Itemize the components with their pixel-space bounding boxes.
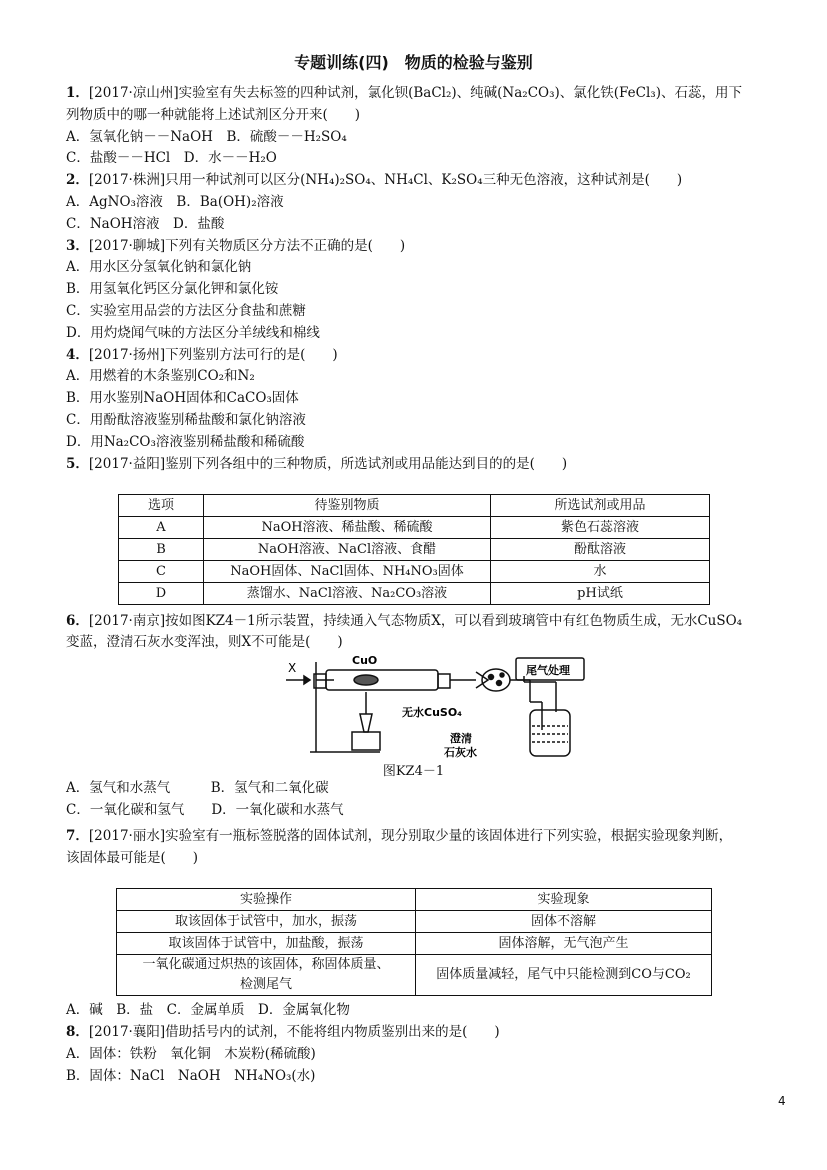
line-text: [2017·凉山州]实验室有失去标签的四种试剂，氯化钡(BaCl₂)、纯碱(Na₂CO₃)、氯化铁(FeCl₃)、石蕊，用下 (88, 85, 742, 101)
question-number: 6． (66, 613, 89, 629)
text-line (66, 800, 766, 820)
line-text: C．实验室用品尝的方法区分食盐和蔗糖 (66, 303, 306, 319)
line-text: A．碱 B．盐 C．金属单质 D．金属氧化物 (66, 1002, 350, 1018)
table-header: 实验操作 (117, 889, 416, 911)
line-text: [2017·聊城]下列有关物质区分方法不正确的是( ) (88, 237, 406, 254)
line-text: [2017·扬州]下列鉴别方法可行的是( ) (88, 346, 338, 363)
figure-caption: 图KZ4－1 (382, 764, 445, 779)
line-text: C．NaOH溶液 D．盐酸 (66, 215, 225, 232)
table-row (119, 583, 710, 605)
cuo-sample (354, 675, 378, 685)
text-line (66, 826, 766, 846)
line-text: D．用Na₂CO₃溶液鉴别稀盐酸和稀硫酸 (66, 433, 305, 450)
line-text: [2017·株洲]只用一种试剂可以区分(NH₄)₂SO₄、NH₄Cl、K₂SO₄三种无色溶液，这种试剂是( ) (88, 172, 683, 189)
table-header-row (117, 889, 712, 911)
cell-line: 检测尾气 (239, 977, 292, 992)
table-cell: NaOH固体、NaCl固体、NH₄NO₃固体 (204, 561, 491, 583)
question-5-table (118, 494, 710, 605)
question-number: 8． (66, 1024, 89, 1040)
line-text: A．固体：铁粉 氧化铜 木炭粉(稀硫酸) (66, 1046, 316, 1062)
label-x: X (288, 661, 297, 675)
table-row (119, 517, 710, 539)
table-cell (117, 955, 416, 996)
text-line (66, 1000, 766, 1020)
lime-water-bottle (530, 710, 570, 756)
line-text: B．用水鉴别NaOH固体和CaCO₃固体 (66, 390, 299, 407)
text-line (66, 848, 766, 868)
line-text: [2017·南京]按如图KZ4－1所示装置，持续通入气态物质X，可以看到玻璃管中有红色物质生成，无水CuSO₄ (88, 613, 743, 629)
text-line (66, 214, 766, 234)
text-line (66, 192, 766, 212)
label-cuo: CuO (352, 654, 378, 667)
table-header: 实验现象 (416, 889, 712, 911)
question-7-table (116, 888, 712, 996)
table-header: 选项 (119, 495, 204, 517)
table-row (117, 955, 712, 996)
line-text: 变蓝，澄清石灰水变浑浊，则X不可能是( ) (66, 634, 343, 650)
text-line (66, 1044, 766, 1064)
cell-line: 一氧化碳通过炽热的该固体，称固体质量、 (142, 957, 390, 972)
label-lime-2: 石灰水 (444, 746, 477, 758)
page-number: 4 (778, 1094, 786, 1108)
table-cell: 取该固体于试管中，加水，振荡 (117, 911, 416, 933)
line-text: D．用灼烧闻气味的方法区分羊绒线和棉线 (66, 324, 320, 341)
question-number: 1． (66, 85, 89, 101)
label-cuso4: 无水CuSO₄ (402, 706, 462, 719)
stopper-right (438, 674, 450, 688)
text-line (66, 279, 766, 299)
line-text: A．AgNO₃溶液 B．Ba(OH)₂溶液 (66, 194, 284, 210)
line-text: C．盐酸－－HCl D．水－－H₂O (66, 150, 277, 167)
question-number: 5． (66, 455, 89, 472)
apparatus-figure (280, 652, 600, 758)
text-line (66, 454, 766, 474)
table-cell: B (119, 539, 204, 561)
text-line (66, 170, 766, 190)
text-line (66, 301, 766, 321)
text-line (66, 236, 766, 256)
table-cell: D (119, 583, 204, 605)
table-row (117, 933, 712, 955)
alcohol-lamp-flame (360, 714, 372, 732)
table-row (119, 539, 710, 561)
text-line (66, 778, 766, 798)
table-header: 待鉴别物质 (204, 495, 491, 517)
table-header: 所选试剂或用品 (491, 495, 710, 517)
table-cell: 取该固体于试管中，加盐酸，振荡 (117, 933, 416, 955)
table-row (117, 911, 712, 933)
text-line (66, 105, 766, 125)
text-line (66, 345, 766, 365)
table-cell: pH试纸 (491, 583, 710, 605)
question-number: 7． (66, 828, 89, 844)
table-cell: NaOH溶液、NaCl溶液、食醋 (204, 539, 491, 561)
text-line (66, 1022, 766, 1042)
text-line (66, 323, 766, 343)
cuso4-tube (482, 669, 510, 691)
question-number: 3． (66, 237, 89, 254)
question-number: 2． (66, 172, 89, 189)
line-text: 列物质中的哪一种就能将上述试剂区分开来( ) (66, 106, 361, 123)
table-row (119, 561, 710, 583)
table-cell: 紫色石蕊溶液 (491, 517, 710, 539)
text-line (66, 632, 766, 652)
glass-tube (326, 670, 438, 690)
question-number: 4． (66, 346, 89, 363)
line-text: A．用燃着的木条鉴别CO₂和N₂ (66, 368, 255, 385)
text-line (66, 127, 766, 147)
line-text: [2017·丽水]实验室有一瓶标签脱落的固体试剂，现分别取少量的该固体进行下列实验，根据实验现象判断， (88, 828, 733, 844)
line-text: A．氢氧化钠－－NaOH B．硫酸－－H₂SO₄ (66, 128, 347, 145)
table-cell: 固体溶解，无气泡产生 (416, 933, 712, 955)
text-line (66, 410, 766, 430)
label-lime-1: 澄清 (450, 732, 472, 745)
text-line (66, 432, 766, 452)
text-line (66, 257, 766, 277)
table-cell: 酚酞溶液 (491, 539, 710, 561)
line-text: B．用氢氧化钙区分氯化钾和氯化铵 (66, 281, 279, 298)
table-cell: 固体质量减轻，尾气中只能检测到CO与CO₂ (416, 955, 712, 996)
table-cell: C (119, 561, 204, 583)
text-line (66, 83, 766, 103)
table-cell: 蒸馏水、NaCl溶液、Na₂CO₃溶液 (204, 583, 491, 605)
page-title: 专题训练(四) 物质的检验与鉴别 (294, 53, 533, 72)
line-text: [2017·襄阳]借助括号内的试剂，不能将组内物质鉴别出来的是( ) (88, 1024, 500, 1040)
text-line (66, 148, 766, 168)
table-cell: 固体不溶解 (416, 911, 712, 933)
text-line (66, 366, 766, 386)
table-cell: A (119, 517, 204, 539)
table-header-row (119, 495, 710, 517)
text-line (66, 611, 766, 631)
label-tail: 尾气处理 (526, 664, 570, 677)
line-text: 该固体最可能是( ) (66, 850, 199, 866)
text-line (66, 1066, 766, 1086)
line-text: [2017·益阳]鉴别下列各组中的三种物质，所选试剂或用品能达到目的的是( ) (88, 455, 568, 472)
table-cell: NaOH溶液、稀盐酸、稀硫酸 (204, 517, 491, 539)
alcohol-lamp (352, 732, 380, 750)
line-text: B．固体：NaCl NaOH NH₄NO₃(水) (66, 1068, 316, 1084)
line-text: A．用水区分氢氧化钠和氯化钠 (66, 259, 252, 276)
line-text: C．用酚酞溶液鉴别稀盐酸和氯化钠溶液 (66, 412, 306, 428)
line-text: C．一氧化碳和氢气 D．一氧化碳和水蒸气 (66, 802, 344, 818)
table-cell: 水 (491, 561, 710, 583)
line-text: A．氢气和水蒸气 B．氢气和二氧化碳 (66, 780, 329, 796)
text-line (66, 388, 766, 408)
